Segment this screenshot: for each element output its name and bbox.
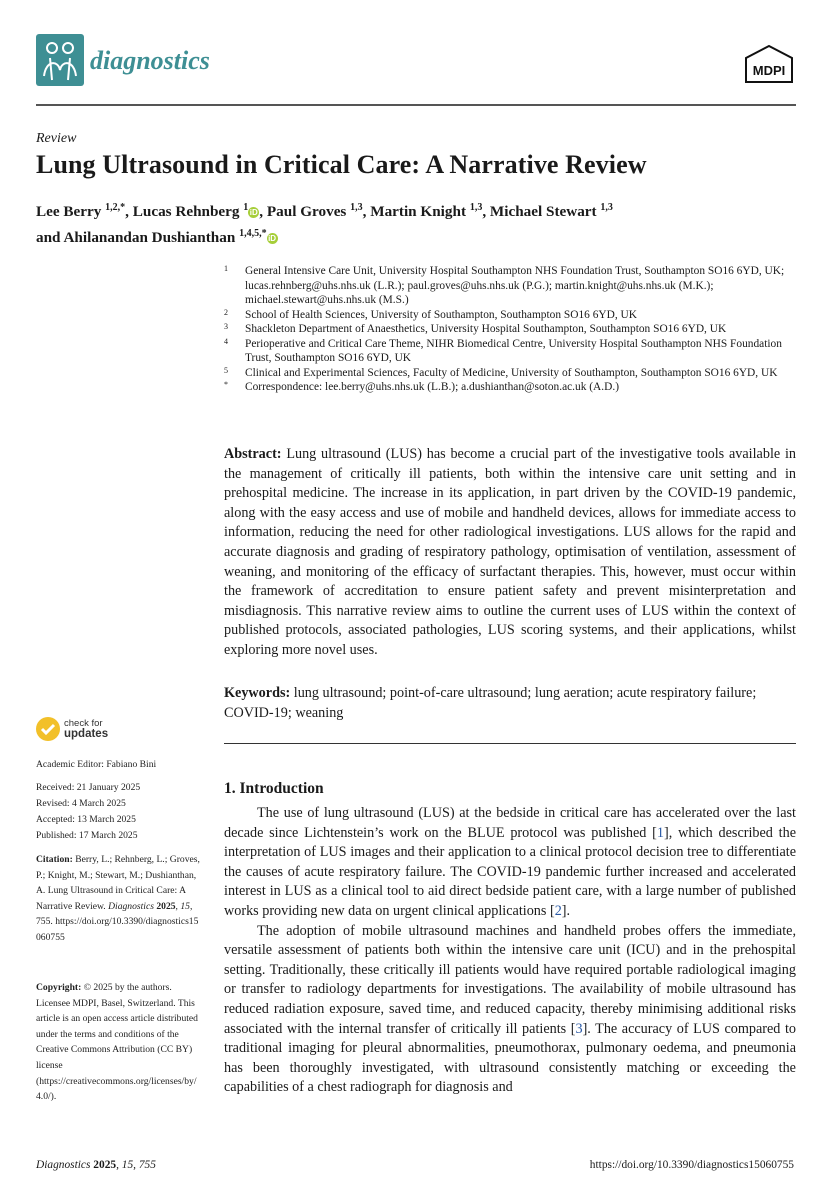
keywords xyxy=(224,684,796,723)
copyright-text: © 2025 by the authors. Licensee MDPI, Basel, Switzerland. This article is an open access article distributed under the terms and conditions of the Creative Commons Attribution (CC BY) license (https://creativecommons.org/licenses/by/4.0/). xyxy=(36,982,198,1103)
orcid-icon[interactable]: iD xyxy=(268,234,277,244)
author-affil-mark: 1,4,5,* xyxy=(239,228,267,240)
date-revised: Revised: 4 March 2025 xyxy=(36,798,126,809)
check-updates-icon xyxy=(36,717,60,741)
copyright-label: Copyright: xyxy=(36,982,82,993)
introduction-body xyxy=(224,804,796,1098)
footer-doi-link[interactable]: https://doi.org/10.3390/diagnostics15060755 xyxy=(589,1159,794,1171)
affiliation-item: 3 Shackleton Department of Anaesthetics, University Hospital Southampton, Southampton SO16 6YD, UK xyxy=(224,322,727,335)
mdpi-logo-icon xyxy=(744,44,794,84)
citation-authors: Berry, L.; Rehnberg, L.; Groves, P.; Knight, M.; Stewart, M.; Dushianthan, A. Lung Ultrasound in Critical Care: A Narrative Review. xyxy=(36,854,200,912)
author-affil-mark: 1 xyxy=(243,202,249,213)
author-name: Lee Berry xyxy=(36,203,102,221)
date-published: Published: 17 March 2025 xyxy=(36,830,138,841)
footer-volume-page: , 15, 755 xyxy=(116,1159,156,1171)
author-affil-mark: 1,3 xyxy=(350,202,363,213)
check-updates-line1: check for xyxy=(64,718,103,729)
section-heading-introduction: 1. Introduction xyxy=(224,780,324,797)
citation-doi-link[interactable]: https://doi.org/10.3390/diagnostics15060755 xyxy=(36,916,199,943)
author-list: Lee Berry $^{1,2,*}$, Lucas Rehnberg $^1$ iD, Paul Groves $^{1,3}$, Martin Knight $^{1,3}$, Michael Stewart $^{1,3}$ and Ahilanandan Dushianthan $^{1,4,5,*}$ iD xyxy=(36,202,613,247)
journal-logo-icon xyxy=(36,34,84,86)
article-type: Review xyxy=(36,131,77,146)
citation-ref-link[interactable]: 2 xyxy=(554,902,562,919)
affiliations xyxy=(224,264,796,395)
abstract-label: Abstract: xyxy=(224,446,282,462)
author-conjunction: and xyxy=(36,229,61,247)
paragraph: The adoption of mobile ultrasound machines and handheld probes offers the immediate, versatile assessment of patients both within the intensive care unit (ICU) and in the prehospital setting. Traditionally, these critically ill patients would have required portable radiological imaging or transfer to radiology departments for investigations. The availability of mobile ultrasound has reduced radiation exposure, saved time, and reduced capacity, thereby minimising additional risks associated with the internal transfer of critically ill patients [3]. The accuracy of LUS compared to traditional imaging for pleural abnormalities, pneumothorax, pulmonary oedema, and pneumonia has been thoroughly investigated, with ultrasound consistently matching or exceeding the capabilities of a chest radiograph for diagnosis and xyxy=(224,922,796,1096)
footer-citation xyxy=(36,1159,156,1171)
citation-year: 2025 xyxy=(156,900,176,912)
publisher-name: MDPI xyxy=(752,63,786,78)
citation-volume: 15 xyxy=(180,900,190,912)
affiliation-item: 4 Perioperative and Critical Care Theme, NIHR Biomedical Centre, University Hospital Southampton NHS Foundation Trust, Southampton SO16 6YD, UK xyxy=(224,336,782,364)
date-accepted: Accepted: 13 March 2025 xyxy=(36,814,136,825)
citation-ref-link[interactable]: 3 xyxy=(575,1020,583,1037)
citation-pages: , 755. xyxy=(36,900,193,928)
footer-year: 2025 xyxy=(93,1159,117,1171)
copyright-block xyxy=(36,980,200,1105)
author-name: Martin Knight xyxy=(370,203,467,221)
author-affil-mark: 1,3 xyxy=(469,202,483,213)
author-name: Ahilanandan Dushianthan xyxy=(63,229,236,247)
correspondence: * Correspondence: lee.berry@uhs.nhs.uk (L.B.); a.dushianthan@soton.ac.uk (A.D.) xyxy=(224,380,619,393)
section-divider xyxy=(224,743,796,744)
paragraph: The use of lung ultrasound (LUS) at the bedside in critical care has accelerated over the last decade since Lichtenstein’s work on the BLUE protocol was published [1], which described the interpretation of LUS images and their application to a clinical protocol decision tree to differentiate the causes of acute respiratory failure. The COVID-19 pandemic further increased and accelerated interest in LUS as a clinical tool to aid direct bedside patient care, with a large number of published works providing new data on urgent clinical applications [2]. xyxy=(224,805,797,919)
author-affil-mark: 1,3 xyxy=(600,202,613,213)
citation-ref-link[interactable]: 1 xyxy=(656,824,665,841)
citation-journal: Diagnostics xyxy=(108,900,154,912)
keywords-label: Keywords: xyxy=(224,685,291,701)
abstract-text: Lung ultrasound (LUS) has become a crucial part of the investigative tools available in the management of critically ill patients, both within the intensive care unit setting and in prehospital medicine. The increase in its application, in part driven by the COVID-19 pandemic, along with the easy access and use of mobile and handheld devices, allows for immediate access to information, reducing the need for other radiological investigations. LUS allows for the rapid and accurate diagnosis and grading of respiratory pathology, optimisation of ventilation, assessment of weaning, and monitoring of the efficacy of surfactant therapies. This, however, must occur within the framework of accreditation to ensure patient safety and prevent misinterpretation and misdiagnosis. This narrative review aims to outline the current uses of LUS within the context of published protocols, associated pathologies, LUS scoring systems, and their applications, whilst exploring more novel uses. xyxy=(224,446,796,658)
abstract xyxy=(224,445,796,661)
header-divider xyxy=(36,104,796,106)
check-for-updates-badge[interactable] xyxy=(36,717,116,753)
keywords-text: lung ultrasound; point-of-care ultrasound; lung aeration; acute respiratory failure; COVID-19; weaning xyxy=(224,685,757,721)
affiliation-item: 5 Clinical and Experimental Sciences, Faculty of Medicine, University of Southampton, Southampton SO16 6YD, UK xyxy=(224,365,778,379)
check-updates-line2: updates xyxy=(64,728,109,740)
author-affil-mark: 1,2,* xyxy=(105,202,126,213)
date-received: Received: 21 January 2025 xyxy=(36,782,141,793)
citation-label: Citation: xyxy=(36,854,73,865)
journal-name: diagnostics xyxy=(90,46,210,75)
footer-journal: Diagnostics xyxy=(36,1159,91,1171)
author-name: Michael Stewart xyxy=(489,203,597,221)
article-title: Lung Ultrasound in Critical Care: A Narrative Review xyxy=(36,150,647,179)
author-name: Lucas Rehnberg xyxy=(132,203,240,221)
affiliation-item: 2 School of Health Sciences, University of Southampton, Southampton SO16 6YD, UK xyxy=(224,307,637,321)
citation-block: Citation: Berry, L.; Rehnberg, L.; Groves, P.; Knight, M.; Stewart, M.; Dushianthan, A. Lung Ultrasound in Critical Care: A Narrative Review. Diagnostics 2025, 15, 755. https://doi.org/10.3390/diagnostics15060755 xyxy=(36,854,200,943)
academic-editor: Academic Editor: Fabiano Bini xyxy=(36,759,157,770)
orcid-icon[interactable]: iD xyxy=(249,208,258,218)
affiliation-item: 1 General Intensive Care Unit, University Hospital Southampton NHS Foundation Trust, Southampton SO16 6YD, UK; lucas.rehnberg@uhs.nhs.uk (L.R.); paul.groves@uhs.nhs.uk (P.G.); martin.knight@uhs.nhs.uk (M.K.); michael.stewart@uhs.nhs.uk (M.S.) xyxy=(224,264,785,306)
author-name: Paul Groves xyxy=(266,203,347,221)
